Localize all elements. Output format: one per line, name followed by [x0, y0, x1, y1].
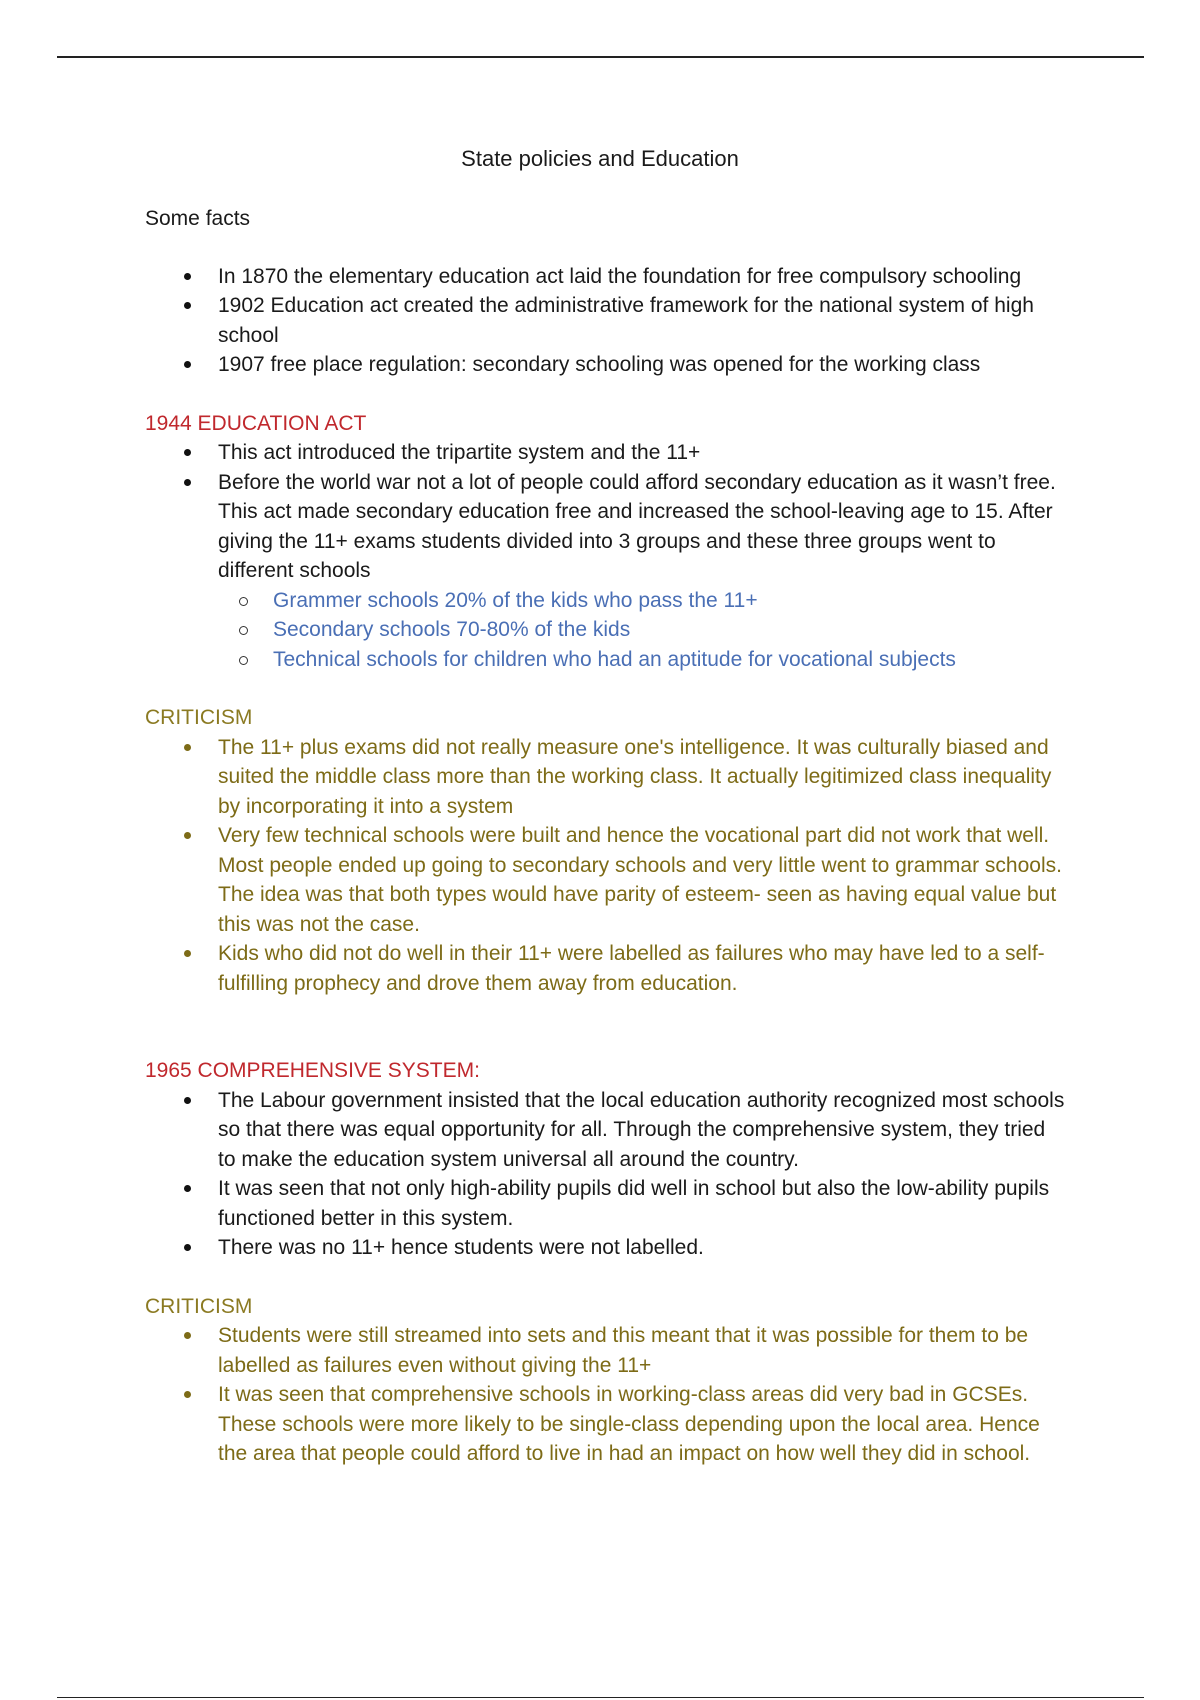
top-rule [57, 56, 1144, 58]
list-item: Kids who did not do well in their 11+ were labelled as failures who may have led to a self-fulfilling prophecy and drove them away from education. [145, 939, 1065, 998]
list-item-text: Before the world war not a lot of people could afford secondary education as it wasn’t free. This act made secondary education free and increased the school-leaving age to 15. After giving the 11+ exams students divided into 3 groups and these three groups went to different schools [218, 470, 1056, 582]
act-1944-list [145, 438, 1065, 674]
list-item: Very few technical schools were built and hence the vocational part did not work that well. Most people ended up going to secondary schools and very little went to grammar schools. The idea was that both types would have parity of esteem- seen as having equal value but this was not the case. [145, 821, 1065, 939]
facts-list [145, 262, 1065, 380]
comprehensive-list [145, 1086, 1065, 1263]
sub-list-item: Grammer schools 20% of the kids who pass the 11+ [145, 586, 1065, 616]
criticism-1-list [145, 733, 1065, 999]
section-heading-criticism-1: CRITICISM [145, 706, 253, 729]
list-item: 1907 free place regulation: secondary schooling was opened for the working class [145, 350, 1065, 380]
list-item: It was seen that comprehensive schools in working-class areas did very bad in GCSEs. These schools were more likely to be single-class depending upon the local area. Hence the area that people could afford to live in had an impact on how well they did in school. [145, 1380, 1065, 1469]
list-item: 1902 Education act created the administrative framework for the national system of high school [145, 291, 1065, 350]
list-item: There was no 11+ hence students were not labelled. [145, 1233, 1065, 1263]
list-item: The Labour government insisted that the local education authority recognized most schools so that there was equal opportunity for all. Through the comprehensive system, they tried to make the education system universal all around the country. [145, 1086, 1065, 1175]
page-title: State policies and Education [461, 146, 739, 171]
intro-text: Some facts [145, 207, 251, 230]
school-types-list [218, 586, 1065, 675]
list-item: The 11+ plus exams did not really measure one's intelligence. It was culturally biased and suited the middle class more than the working class. It actually legitimized class inequality by incorporating it into a system [145, 733, 1065, 822]
document-body [145, 204, 1065, 1469]
section-heading-criticism-2: CRITICISM [145, 1294, 253, 1318]
list-item: In 1870 the elementary education act laid the foundation for free compulsory schooling [145, 262, 1065, 292]
list-item: This act introduced the tripartite system and the 11+ [145, 438, 1065, 468]
list-item: It was seen that not only high-ability pupils did well in school but also the low-ability pupils functioned better in this system. [145, 1174, 1065, 1233]
sub-list-item: Secondary schools 70-80% of the kids [145, 615, 1065, 645]
list-item: Students were still streamed into sets and this meant that it was possible for them to be labelled as failures even without giving the 11+ [145, 1321, 1065, 1380]
list-item [145, 468, 1065, 675]
section-heading-1944-act: 1944 EDUCATION ACT [145, 411, 367, 435]
section-heading-1965-comprehensive: 1965 COMPREHENSIVE SYSTEM: [145, 1059, 480, 1082]
sub-list-item: Technical schools for children who had an aptitude for vocational subjects [145, 645, 1065, 675]
criticism-2-list [145, 1321, 1065, 1469]
bottom-rule [57, 1697, 1144, 1698]
